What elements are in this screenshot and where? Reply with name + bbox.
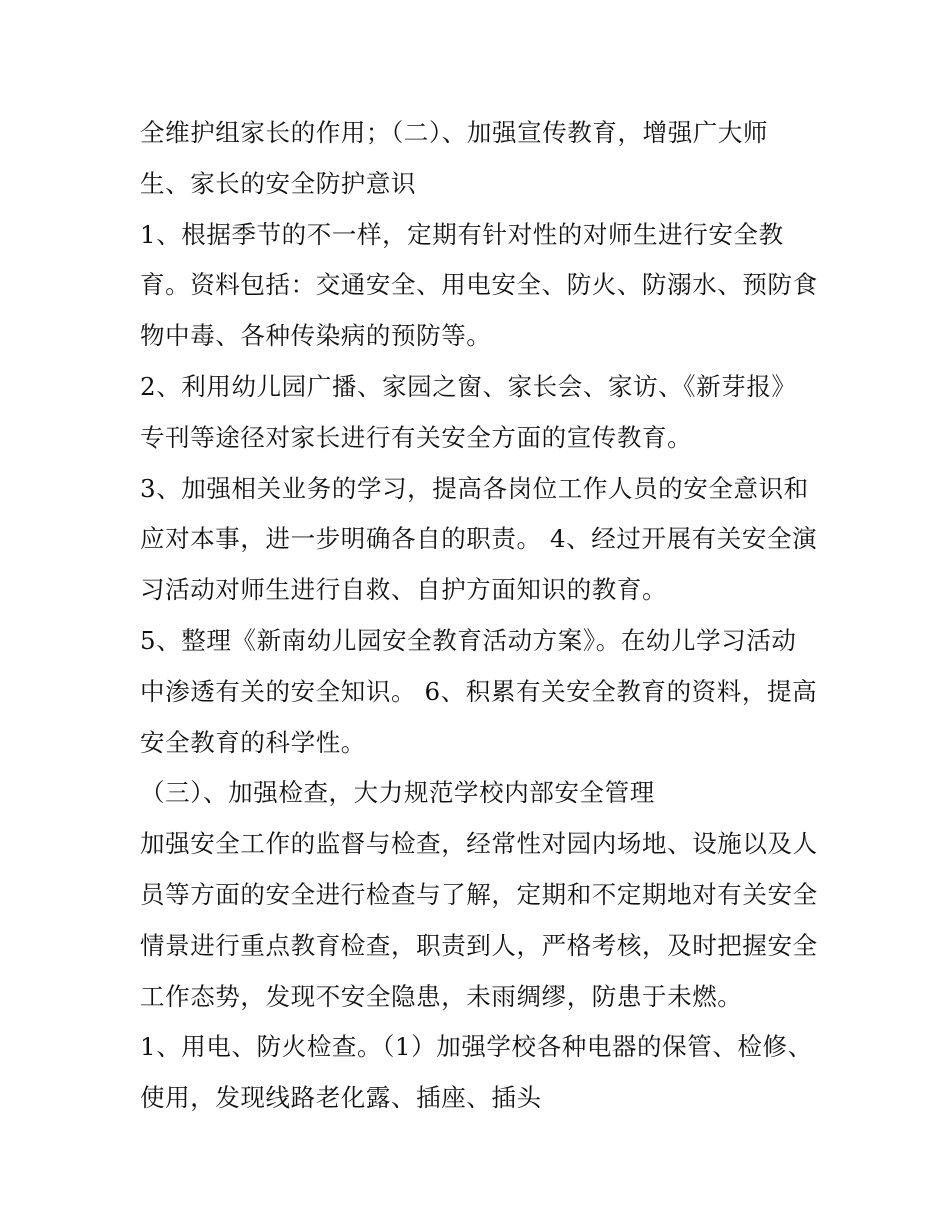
text-line: 全维护组家长的作用；（二）、加强宣传教育，增强广大师 bbox=[140, 118, 769, 147]
text-line: 习活动对师生进行自救、自护方面知识的教育。 bbox=[140, 575, 668, 605]
text-line: 应对本事，进一步明确各自的职责。 4、经过开展有关安全演 bbox=[140, 524, 818, 554]
text-line: 加强安全工作的监督与检查，经常性对园内场地、设施以及人 bbox=[140, 829, 818, 859]
text-line: 5、整理《新南幼儿园安全教育活动方案》。在幼儿学习活动 bbox=[140, 625, 797, 655]
text-line: 使用，发现线路老化露、插座、插头 bbox=[140, 1083, 542, 1113]
text-line: 2、利用幼儿园广播、家园之窗、家长会、家访、《新芽报》 bbox=[140, 371, 797, 401]
text-line: 物中毒、各种传染病的预防等。 bbox=[140, 321, 492, 351]
text-line: 生、家长的安全防护意识 bbox=[140, 168, 417, 198]
text-line: 1、用电、防火检查。（1）加强学校各种电器的保管、检修、 bbox=[140, 1032, 813, 1062]
text-line: 育。资料包括：交通安全、用电安全、防火、防溺水、预防食 bbox=[140, 270, 818, 300]
text-line: 3、加强相关业务的学习，提高各岗位工作人员的安全意识和 bbox=[140, 473, 809, 503]
document-body bbox=[140, 108, 820, 1124]
text-line: 1、根据季节的不一样，定期有针对性的对师生进行安全教 bbox=[140, 219, 784, 249]
text-line: 专刊等途径对家长进行有关安全方面的宣传教育。 bbox=[140, 422, 693, 452]
text-line: 中渗透有关的安全知识。 6、积累有关安全教育的资料，提高 bbox=[140, 676, 818, 706]
text-line: 员等方面的安全进行检查与了解，定期和不定期地对有关安全 bbox=[140, 879, 818, 909]
section-heading: （三）、加强检查，大力规范学校内部安全管理 bbox=[140, 778, 655, 808]
text-line: 安全教育的科学性。 bbox=[140, 727, 366, 757]
text-line: 工作态势，发现不安全隐患，未雨绸缪，防患于未燃。 bbox=[140, 981, 743, 1011]
text-line: 情景进行重点教育检查，职责到人，严格考核，及时把握安全 bbox=[140, 930, 818, 960]
